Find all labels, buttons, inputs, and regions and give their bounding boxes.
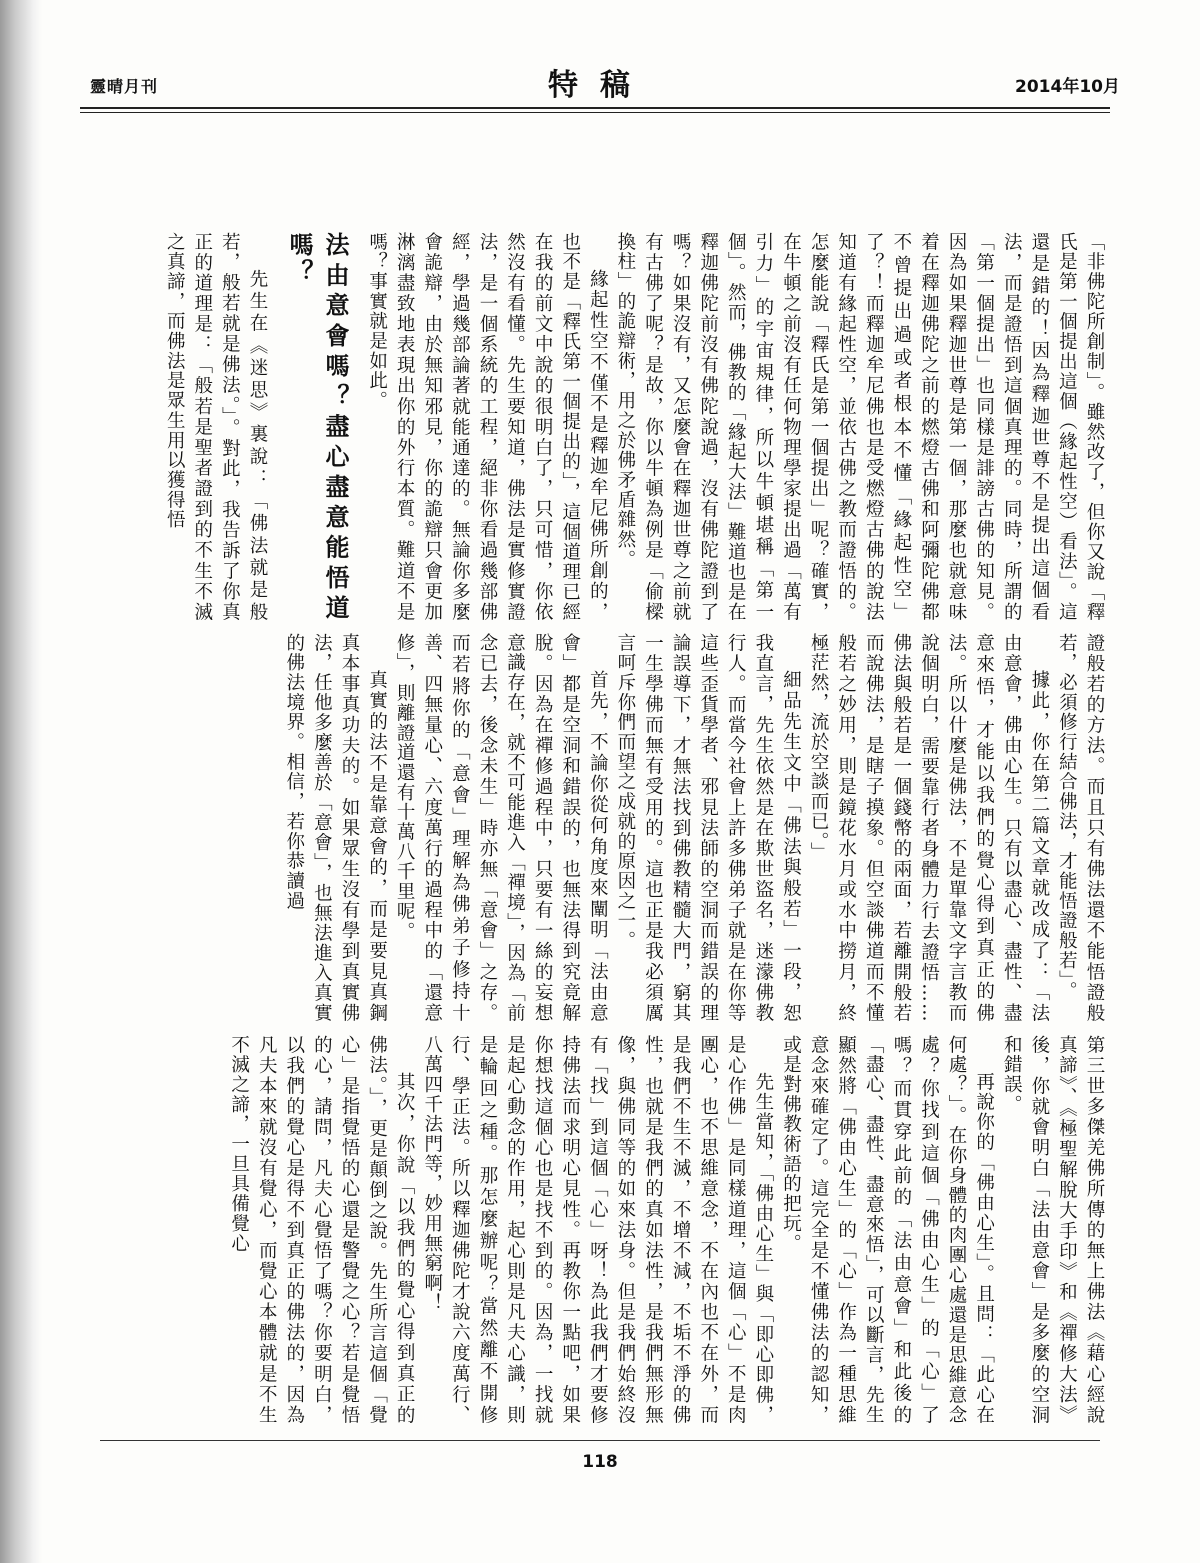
paragraph: 其次，你說「以我們的覺心得到真正的佛法。」，更是顛倒之說。先生所言這個「覺心」是指覺悟的心還是警覺之心？若是覺悟的心，請問，凡夫心覺悟了嗎？你要明白，以我們的覺心是得不到真正的佛法的，因為凡夫本來就沒有覺心，而覺心本體就是不生不滅之諦，一旦具備覺心 — [228, 1035, 416, 1425]
paragraph: 先生當知，「佛由心生」與「即心即佛，是心作佛」是同樣道理，這個「心」不是肉團心，也不思維意念，不在內也不在外，而是我們不生不滅，不增不減，不垢不淨的佛性，也就是我們的真如法性，是我們無形無像，與佛同等的如來法身。但是我們始終沒有「找」到這個「心」呀！為此我們才要修持佛法而求明心見性。再教你一點吧，如果你想找這個心也是找不到的。因為，一找就是起心動念的作用，起心則是凡夫心識，則是輪回之種。那怎麼辦呢？當然離不開修行、學正法。所以釋迦佛陀才說六度萬行、八萬四千法門等，妙用無窮啊！ — [421, 1035, 774, 1425]
footer-rule — [100, 1440, 1100, 1441]
magazine-name: 靈晴月刊 — [90, 77, 159, 96]
header-rule-thin — [80, 112, 1110, 113]
paragraph: 真實的法不是靠意會的，而是要見真鋼真本事真功夫的。如果眾生沒有學到真實佛法，任他多麼善於「意會」，也無法進入真實的佛法境界。相信，若你恭讀過 — [283, 633, 388, 1023]
paragraph: 首先，不論你從何角度來闡明「法由意會」都是空洞和錯誤的，也無法得到究竟解脫。因為在禪修過程中，只要有一絲的妄想意識存在，就不可能進入「禪境」，因為「前念已去，後念未生」時亦無「意會」之存。而若將你的「意會」理解為佛弟子修持十善、四無量心、六度萬行的過程中的「還意修」，則離證道還有十萬八千里呢。 — [394, 633, 609, 1023]
issue-date: 2014年10月 — [1015, 77, 1120, 97]
text-tier-top — [106, 232, 1108, 622]
paragraph: 先生在《迷思》裏說：「佛法就是般若，般若就是佛法。」。對此，我告訴了你真正的道理是：「般若是聖者證到的不生不滅之真諦，而佛法是眾生用以獲得悟 — [164, 232, 268, 622]
page-header — [80, 60, 1120, 104]
scan-shadow — [0, 0, 42, 1563]
paragraph: 緣起性空不僅不是釋迦牟尼佛所創的，也不是「釋氏第一個提出的」，這個道理已經在我的前文中說的很明白了，只可惜，你依然沒有看懂。先生要知道，佛法是實修實證法，是一個系統的工程，絕非你看過幾部佛經，學過幾部論著就能通達的。無論你多麼會詭辯，由於無知邪見，你的詭辯只會更加淋漓盡致地表現出你的外行本質。難道不是嗎？事實就是如此。 — [366, 232, 609, 622]
section-heading: 法由意會嗎？盡心盡意能悟道嗎？ — [284, 232, 349, 622]
paragraph: 證般若的方法。而且只有佛法還不能悟證般若，必須修行結合佛法，才能悟證般若」。 — [1056, 633, 1105, 1023]
page-number: 118 — [582, 1452, 618, 1472]
paragraph: 「非佛陀所創制」。雖然改了，但你又說「釋氏是第一個提出這個（緣起性空）看法」。這還是錯的！因為釋迦世尊不是提出這個看法，而是證悟到這個真理的。同時，所謂的「第一個提出」也同樣是誹謗古佛的知見。因為如果釋迦世尊是第一個，那麼也就意味着在釋迦佛陀之前的燃燈古佛和阿彌陀佛都不曾提出過或者根本不懂「緣起性空」了？！而釋迦牟尼佛也是受燃燈古佛的說法知道有緣起性空，並依古佛之教而證悟的。怎麼能說「釋氏是第一個提出」呢？確實，在牛頓之前沒有任何物理學家提出過「萬有引力」的宇宙規律，所以牛頓堪稱「第一個」。然而，佛教的「緣起大法」難道也是在釋迦佛陀前沒有佛陀說過，沒有佛陀證到了嗎？如果沒有，又怎麼會在釋迦世尊之前就有古佛了呢？是故，你以牛頓為例是「偷樑換柱」的詭辯術，用之於佛矛盾雜然。 — [614, 232, 1105, 622]
paragraph: 細品先生文中「佛法與般若」一段，恕我直言，先生依然是在欺世盜名，迷濛佛教行人。而當今社會上許多佛弟子就是在你等這些歪貨學者、邪見法師的空洞而錯誤的理論誤導下，才無法找到佛教精髓大門，窮其一生學佛而無有受用的。這也正是我必須厲言呵斥你們而望之成就的原因之一。 — [614, 633, 802, 1023]
paragraph: 再說你的「佛由心生」。且問：「此心在何處？」。在你身體的肉團心處還是思維意念處？你找到這個「佛由心生」的「心」了嗎？而貫穿此前的「法由意會」和此後的「盡心、盡性、盡意來悟」，可以斷言，先生顯然將「佛由心生」的「心」作為一種思維意念來確定了。這完全是不懂佛法的認知，或是對佛教術語的把玩。 — [780, 1035, 995, 1425]
header-rule — [80, 107, 1110, 109]
section-title: 特稿 — [548, 68, 652, 103]
paragraph: 據此，你在第二篇文章就改成了：「法由意會，佛由心生。只有以盡心、盡性、盡意來悟，才能以我們的覺心得到真正的佛法。所以什麼是佛法，不是單靠文字言教而說個明白，需要靠行者身體力行去證悟……佛法與般若是一個錢幣的兩面，若離開般若而說佛法，是瞎子摸象。但空談佛道而不懂般若之妙用，則是鏡花水月或水中撈月，終極茫然，流於空談而已。」 — [808, 633, 1050, 1023]
text-tier-middle — [106, 633, 1108, 1023]
paragraph: 第三世多傑羌佛所傳的無上佛法《藉心經說真諦》、《極聖解脫大手印》和《禪修大法》後，你就會明白「法由意會」是多麼的空洞和錯誤。 — [1001, 1035, 1105, 1425]
text-tier-bottom — [106, 1035, 1108, 1425]
